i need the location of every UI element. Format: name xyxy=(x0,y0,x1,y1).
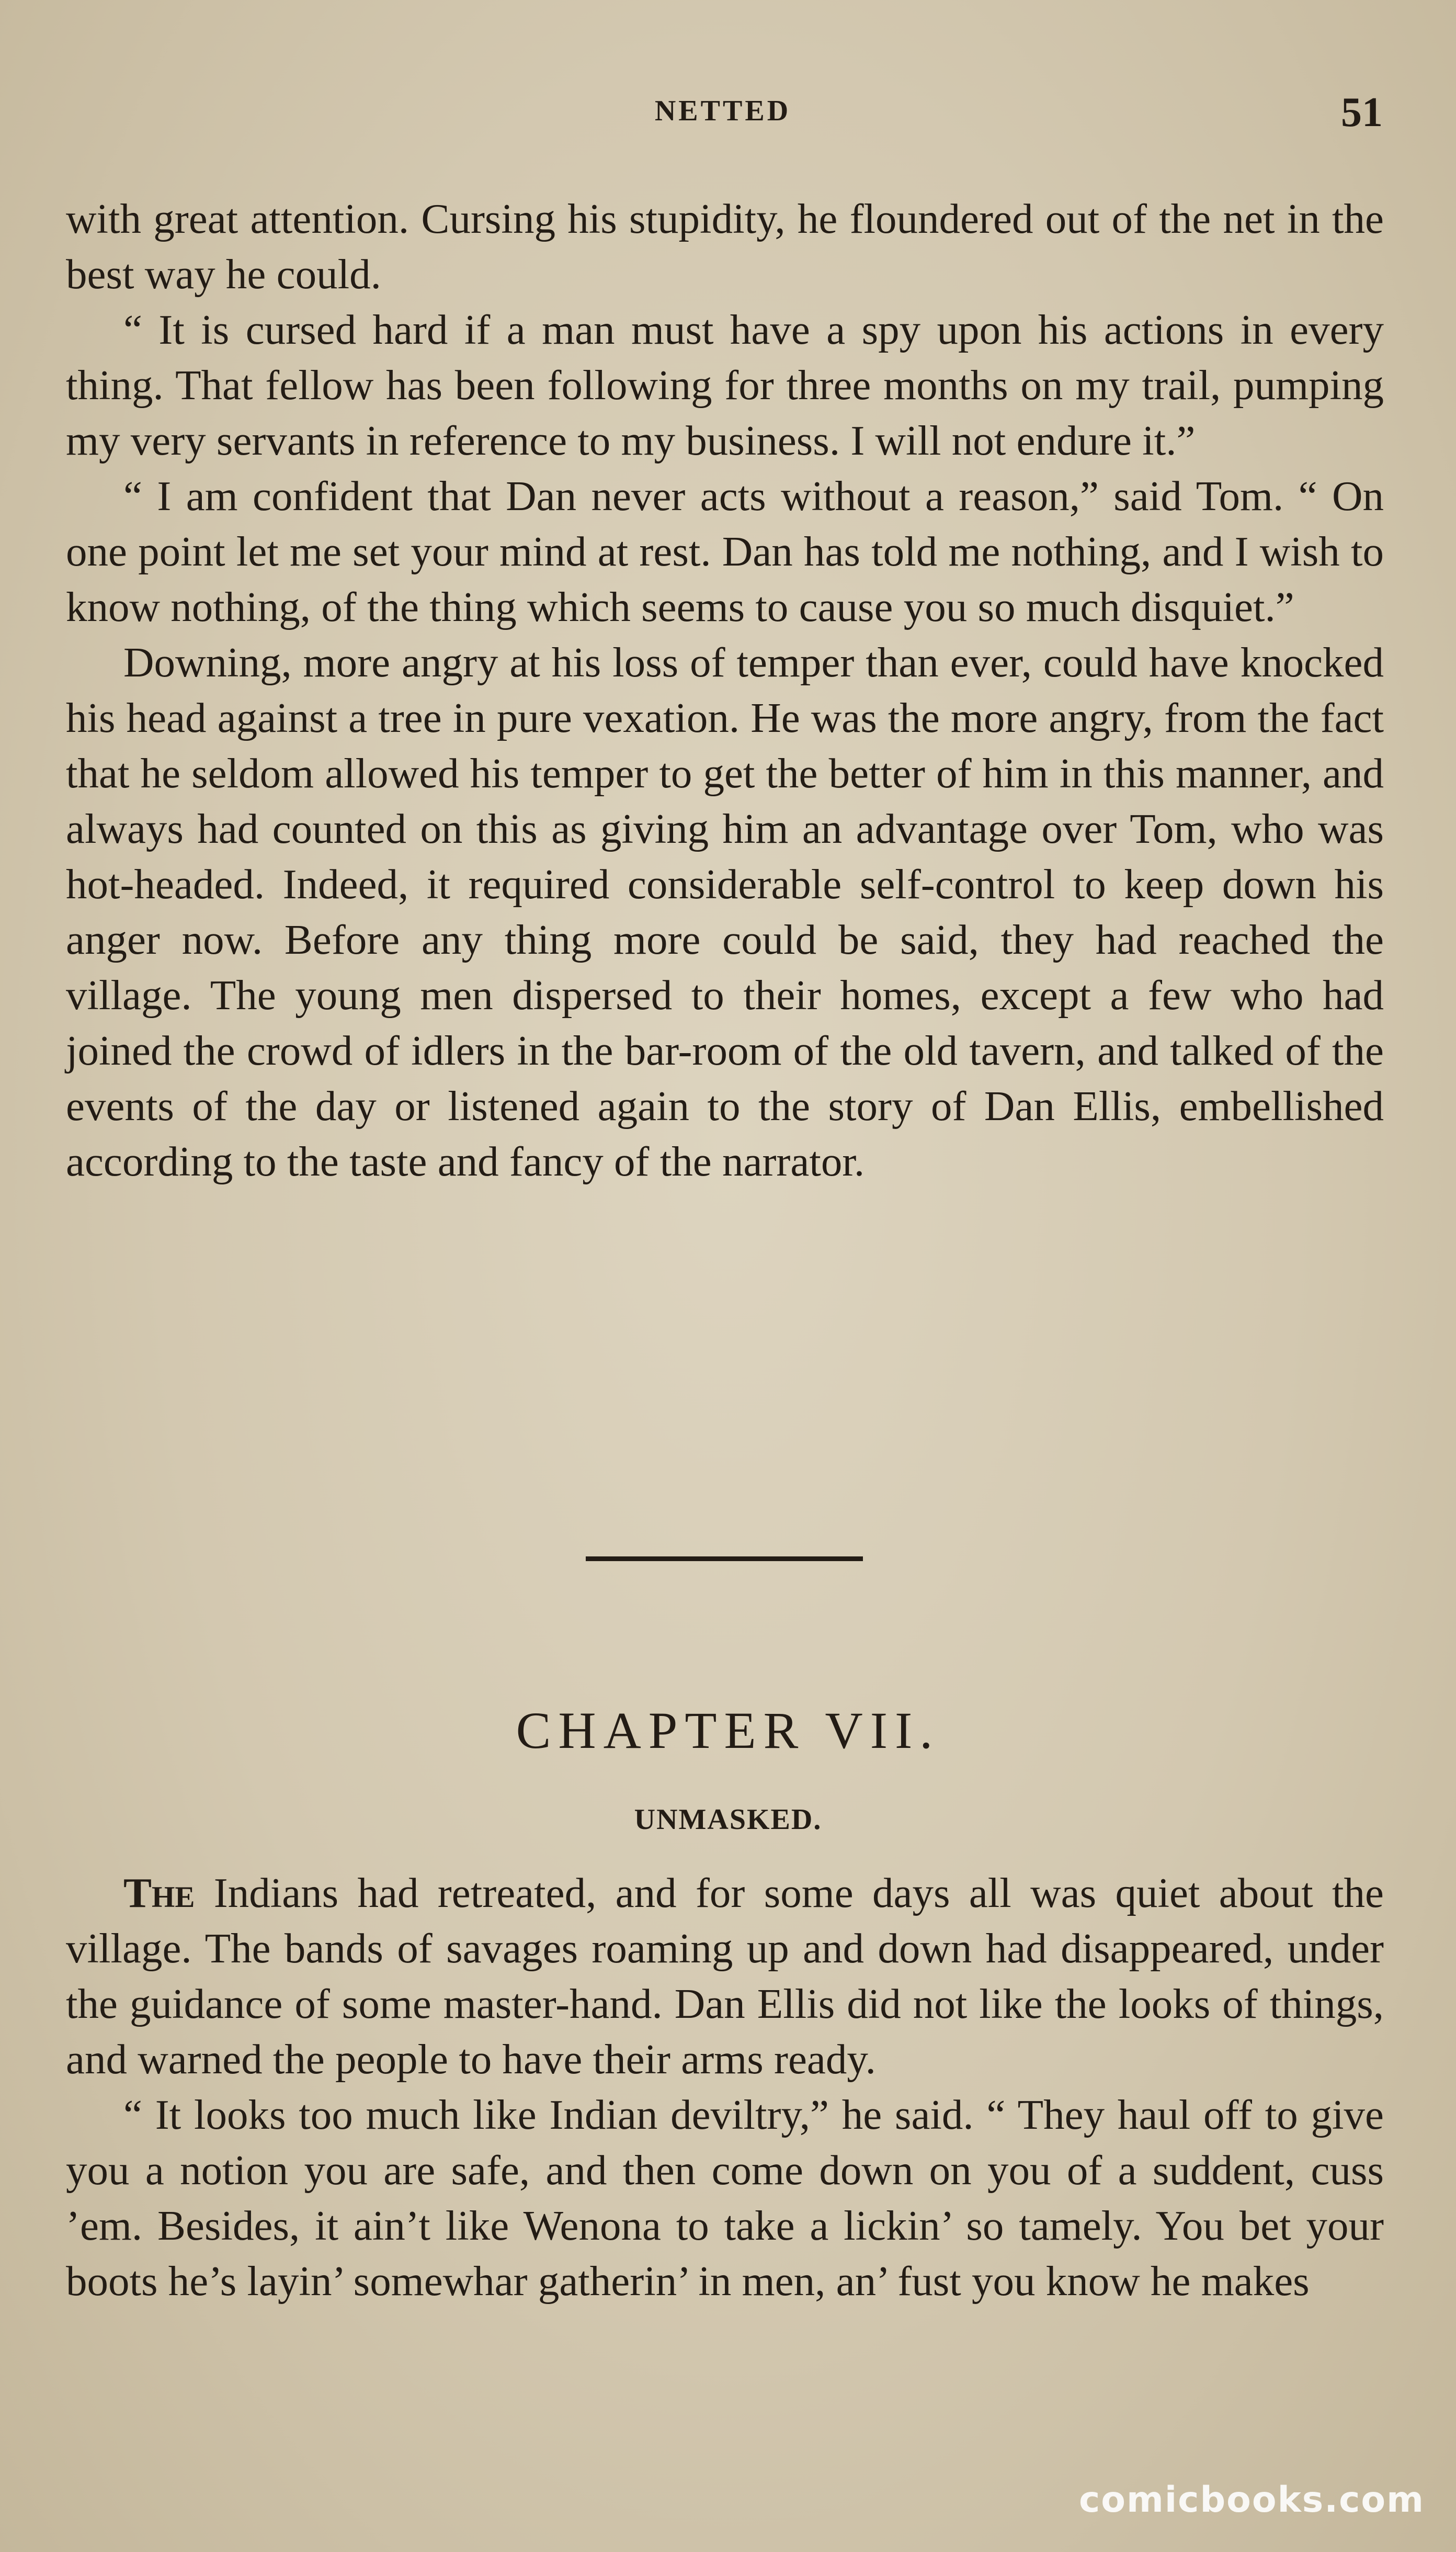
paragraph: “ It is cursed hard if a man must have a spy upon his actions in every thing. That fellow has been following for three months on my trail, pumping my very servants in reference to my business. I will not endure it.” xyxy=(66,306,1384,464)
paragraph: with great attention. Cursing his stupidity, he floundered out of the net in the best way he could. xyxy=(66,195,1384,298)
paragraph xyxy=(66,1865,1384,2087)
chapter-lead-word: The xyxy=(123,1869,195,1916)
chapter-subtitle: UNMASKED. xyxy=(634,1803,822,1836)
page-header xyxy=(63,89,1383,141)
paragraph: “ It looks too much like Indian deviltry,” he said. “ They haul off to give you a notion you are safe, and then come down on you of a suddent, cuss ’em. Besides, it ain’t like Wenona to take a lickin’ so tamely. You bet your boots he’s layin’ somewhar gatherin’ in men, an’ fust you know he makes xyxy=(66,2091,1384,2305)
body-text-top xyxy=(66,191,1384,1189)
paragraph: Downing, more angry at his loss of temper than ever, could have knocked his head against a tree in pure vexation. He was the more angry, from the fact that he seldom allowed his temper to get the better of him in this manner, and always had counted on this as giving him an advantage over Tom, who was hot-headed. Indeed, it required considerable self-control to keep down his anger now. Before any thing more could be said, they had reached the village. The young men dispersed to their homes, except a few who had joined the crowd of idlers in the bar-room of the old tavern, and talked of the events of the day or listened again to the story of Dan Ellis, embellished according to the taste and fancy of the narrator. xyxy=(66,639,1384,1185)
paragraph-text: Indians had retreated, and for some days all was quiet about the village. The bands of savages roaming up and down had disappeared, under the guidance of some master-hand. Dan Ellis did not like the looks of things, and warned the people to have their arms ready. xyxy=(66,1869,1384,2083)
section-divider-rule xyxy=(586,1556,863,1561)
running-head: NETTED xyxy=(654,95,791,127)
page-number: 51 xyxy=(1341,89,1383,135)
chapter-title: CHAPTER VII. xyxy=(516,1701,940,1759)
watermark: comicbooks.com xyxy=(1078,2479,1425,2521)
paragraph: “ I am confident that Dan never acts without a reason,” said Tom. “ On one point let me set your mind at rest. Dan has told me nothing, and I wish to know nothing, of the thing which seems to cause you so much disquiet.” xyxy=(66,472,1384,630)
body-text-chapter xyxy=(66,1865,1384,2309)
